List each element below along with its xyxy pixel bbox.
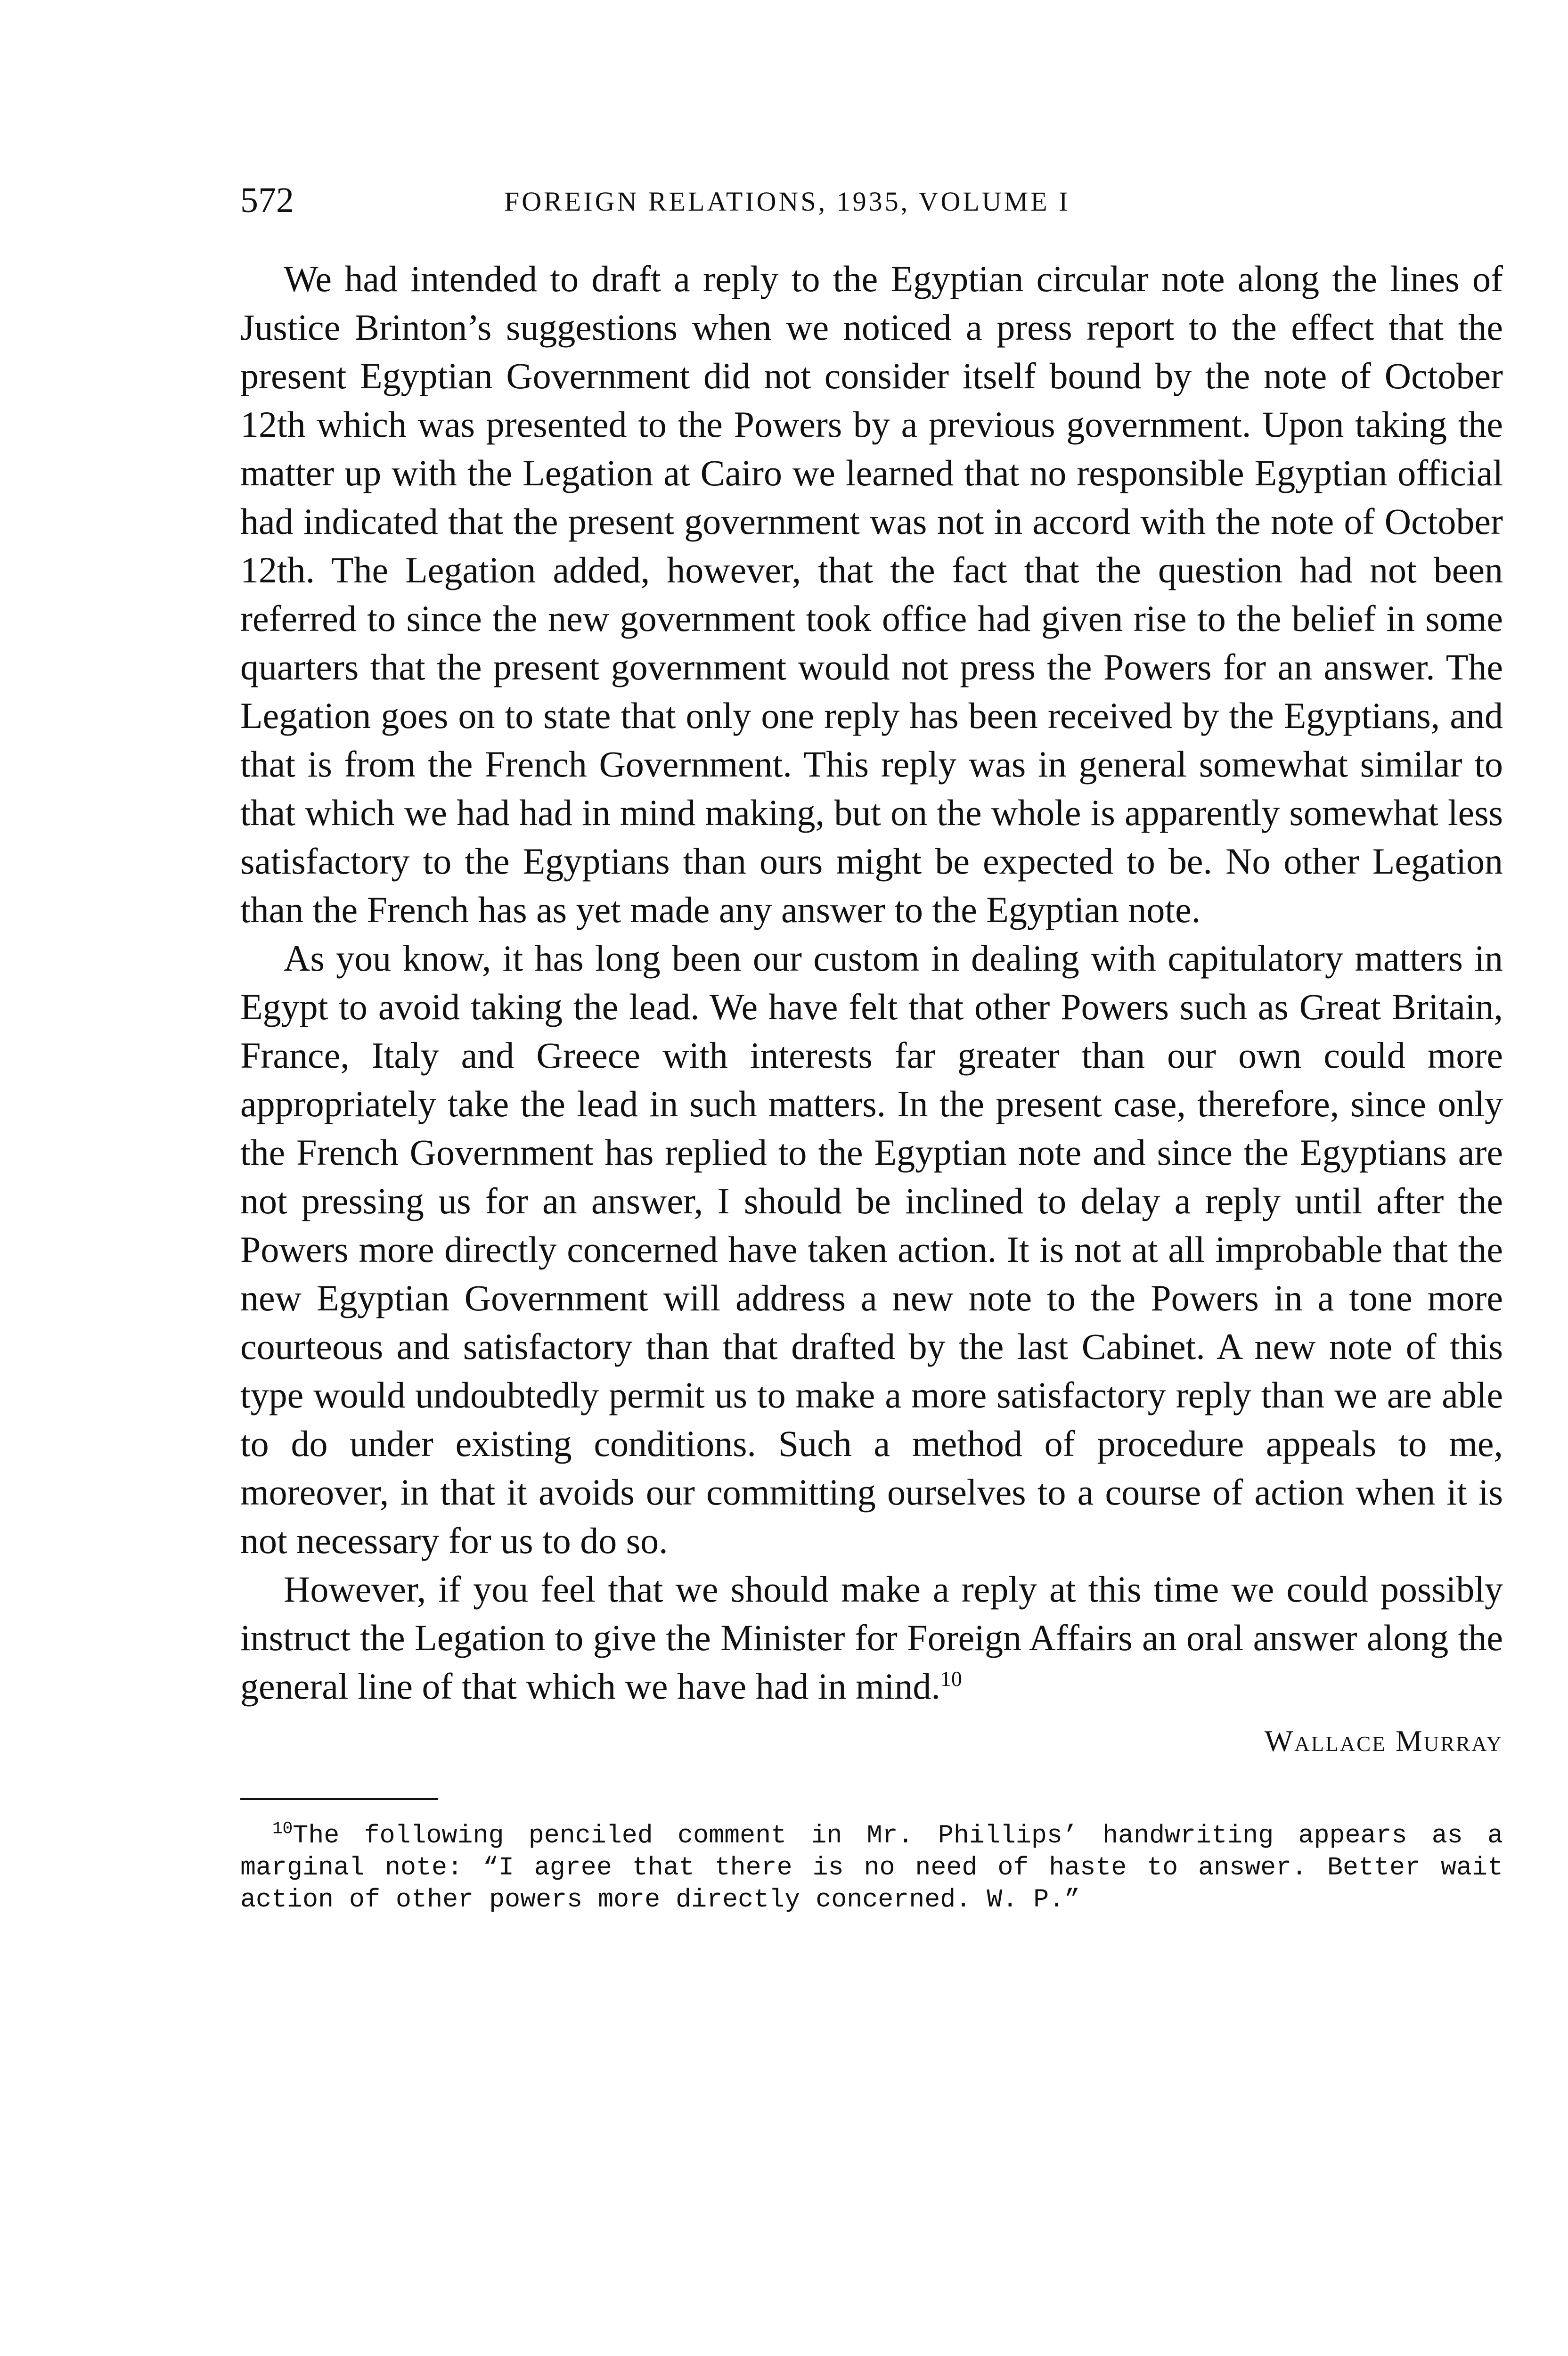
- paragraph-1: We had intended to draft a reply to the Egyptian circular note along the lines of Justice Brinton’s suggestions when we noticed a press report to the effect that the present Egyptian Government did not consider itself bound by the note of October 12th which was presented to the Powers by a previous government. Upon taking the matter up with the Legation at Cairo we learned that no responsible Egyptian official had indicated that the present government was not in accord with the note of October 12th. The Legation added, however, that the fact that the question had not been referred to since the new government took office had given rise to the belief in some quarters that the present government would not press the Powers for an answer. The Legation goes on to state that only one reply has been received by the Egyptians, and that is from the French Government. This reply was in general somewhat similar to that which we had had in mind making, but on the whole is apparently somewhat less satisfactory to the Egyptians than ours might be expected to be. No other Legation than the French has as yet made any answer to the Egyptian note.: [240, 258, 1503, 930]
- paragraph-3-text: However, if you feel that we should make a reply at this time we could possibly instruct the Legation to give the Minister for Foreign Affairs an oral answer along the general line of that which we have had in mind.: [240, 1569, 1503, 1707]
- document-page: [240, 179, 1503, 1916]
- footnote-reference: 10: [940, 1667, 962, 1691]
- paragraph-3: [240, 1565, 1503, 1710]
- paragraph-2: As you know, it has long been our custom in dealing with capitulatory matters in Egypt to avoid taking the lead. We have felt that other Powers such as Great Britain, France, Italy and Greece with interests far greater than our own could more appropriately take the lead in such matters. In the present case, therefore, since only the French Government has replied to the Egyptian note and since the Egyptians are not pressing us for an answer, I should be inclined to delay a reply until after the Powers more directly concerned have taken action. It is not at all improbable that the new Egyptian Government will address a new note to the Powers in a tone more courteous and satisfactory than that drafted by the last Cabinet. A new note of this type would undoubtedly permit us to make a more satisfactory reply than we are able to do under existing conditions. Such a method of procedure appeals to me, moreover, in that it avoids our committing ourselves to a course of action when it is not necessary for us to do so.: [240, 938, 1503, 1561]
- running-title: FOREIGN RELATIONS, 1935, VOLUME I: [504, 186, 1070, 217]
- footnote-mark: 10: [272, 1819, 293, 1839]
- footnote-divider: [240, 1798, 438, 1800]
- footnote-text: The following penciled comment in Mr. Phillips’ handwriting appears as a marginal note: “I agree that there is no need of haste to answer. Better wait action of other powers more directly concerned. W. P.”: [240, 1821, 1503, 1914]
- body-text: [240, 254, 1503, 1710]
- page-number: 572: [240, 180, 294, 220]
- signature: Wallace Murray: [1264, 1724, 1503, 1758]
- footnote: [240, 1820, 1503, 1916]
- running-head: [240, 179, 1503, 236]
